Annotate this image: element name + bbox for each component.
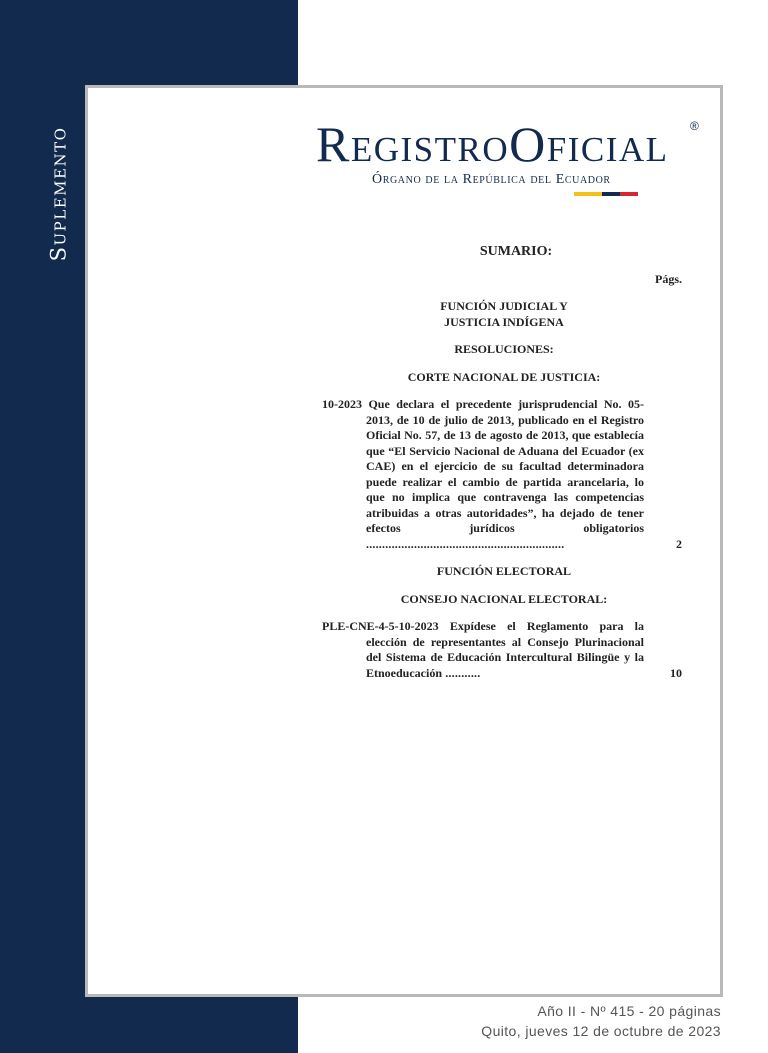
summary-entry[interactable] [322,397,686,552]
spine-label-box [36,122,80,266]
issue-date: Quito, jueves 12 de octubre de 2023 [481,1023,721,1039]
pages-column-label: Págs. [655,271,682,286]
summary-content [322,244,686,681]
flag-stripe [574,192,638,196]
section-institution-cnj: CORTE NACIONAL DE JUSTICIA: [407,369,601,384]
entry-leader: ........... [442,665,481,680]
section-type-resoluciones: RESOLUCIONES: [454,342,554,356]
issue-footer [481,1001,721,1041]
entry-text: Expídese el Reglamento para la elección de representantes al Consejo Plurinacional del Sistema de Educación Intercultural Bilingüe y la Etnoeducación [366,619,644,680]
entry-page-number: 2 [676,536,682,551]
flag-yellow [574,192,602,196]
entry-text: Que declara el precedente jurisprudencial No. 05-2013, de 10 de julio de 2013, publicado en el Registro Oficial No. 57, de 13 de agosto de 2013, que establecía que “El Servicio Nacional de Aduana del Ecuador (ex CAE) en el ejercicio de su facultad determinadora puede realizar el cambio de partida arancelaria, lo que no implica que contravenga las competencias atribuidas a otras autoridades”, ha dejado de tener efectos jurídicos obligatorios [366,397,644,535]
flag-red [620,192,638,196]
issue-number: Año II - Nº 415 - 20 páginas [537,1003,721,1019]
entry-leader: .............................................................. [366,536,565,551]
logo-title: RegistroOficial [316,116,669,172]
summary-entry[interactable] [322,619,686,681]
summary-heading: SUMARIO: [479,244,553,259]
entry-code: 10-2023 [322,397,362,411]
section-branch-judicial: FUNCIÓN JUDICIAL Y JUSTICIA INDÍGENA [440,299,568,329]
entry-page-number: 10 [670,665,682,680]
entry-code: PLE-CNE-4-5-10-2023 [322,619,439,633]
section-branch-electoral: FUNCIÓN ELECTORAL [436,564,572,578]
supplement-label: Suplemento [46,126,70,262]
registered-mark: ® [690,119,699,133]
registro-oficial-logo [316,114,716,204]
logo-subtitle: Órgano de la República del Ecuador [372,172,611,187]
flag-blue [602,192,620,196]
section-institution-cne: CONSEJO NACIONAL ELECTORAL: [400,591,608,606]
